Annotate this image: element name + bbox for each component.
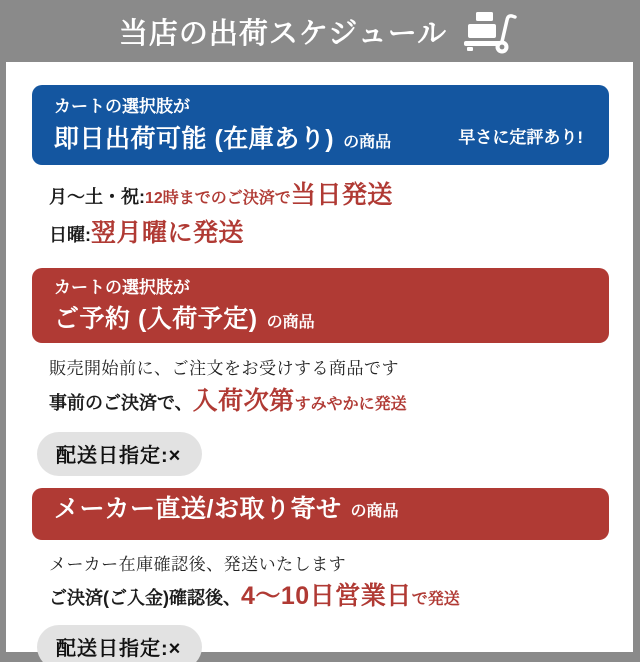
direct-line2 bbox=[49, 579, 609, 617]
content-sheet bbox=[6, 62, 633, 660]
preorder-details bbox=[32, 355, 609, 476]
sunday-label: 日曜: bbox=[49, 225, 91, 245]
banner-suffix-label: の商品 bbox=[350, 503, 399, 520]
banner-preorder bbox=[32, 268, 609, 343]
leadtime-detail: 発送 bbox=[427, 591, 460, 608]
banner-pre-label: カートの選択肢が bbox=[54, 277, 190, 297]
speed-badge: 早さに定評あり! bbox=[458, 128, 583, 147]
sunday-highlight: 翌月曜に発送 bbox=[91, 219, 245, 247]
delivery-date-badge: 配送日指定:× bbox=[37, 432, 202, 476]
hand-truck-icon bbox=[463, 7, 521, 55]
banner-direct bbox=[32, 488, 609, 540]
banner-main-line bbox=[54, 299, 315, 335]
banner-same-day bbox=[32, 85, 609, 165]
banner-pre-label: カートの選択肢が bbox=[54, 97, 190, 117]
prepay-label: 事前のご決済で、 bbox=[49, 393, 193, 413]
preorder-description: 販売開始前に、ご注文をお受けする商品です bbox=[49, 359, 399, 378]
direct-pill-row bbox=[37, 625, 609, 662]
banner-big-label: メーカー直送/お取り寄せ bbox=[54, 495, 342, 523]
weekday-condition: 12時までのご決済で bbox=[145, 190, 291, 207]
prepay-detail: すみやかに発送 bbox=[294, 396, 407, 413]
banner-big-label: ご予約 (入荷予定) bbox=[54, 305, 258, 334]
banner-same-day-text bbox=[54, 95, 391, 155]
banner-big-label: 即日出荷可能 (在庫あり) bbox=[54, 124, 335, 153]
banner-main-line bbox=[54, 119, 391, 155]
page-title: 当店の出荷スケジュール bbox=[118, 17, 448, 50]
direct-description: メーカー在庫確認後、発送いたします bbox=[49, 555, 347, 574]
weekday-label: 月〜土・祝: bbox=[49, 187, 145, 207]
same-day-details bbox=[32, 178, 609, 254]
preorder-pill-row bbox=[37, 432, 609, 476]
leadtime-particle: で bbox=[411, 591, 428, 608]
header bbox=[0, 0, 640, 62]
banner-suffix-label: の商品 bbox=[266, 314, 315, 332]
direct-line1 bbox=[49, 551, 609, 579]
payment-label: ご決済(ご入金)確認後、 bbox=[49, 588, 241, 608]
same-day-line1 bbox=[49, 178, 609, 216]
weekday-highlight: 当日発送 bbox=[290, 181, 393, 209]
banner-preorder-text bbox=[54, 276, 315, 336]
preorder-line1 bbox=[49, 355, 609, 384]
direct-details bbox=[32, 551, 609, 662]
prepay-highlight: 入荷次第 bbox=[192, 387, 295, 415]
same-day-line2 bbox=[49, 216, 609, 254]
delivery-date-badge: 配送日指定:× bbox=[37, 625, 202, 662]
banner-suffix-label: の商品 bbox=[343, 133, 392, 151]
preorder-line2 bbox=[49, 384, 609, 422]
leadtime-highlight: 4〜10日営業日 bbox=[241, 582, 412, 610]
